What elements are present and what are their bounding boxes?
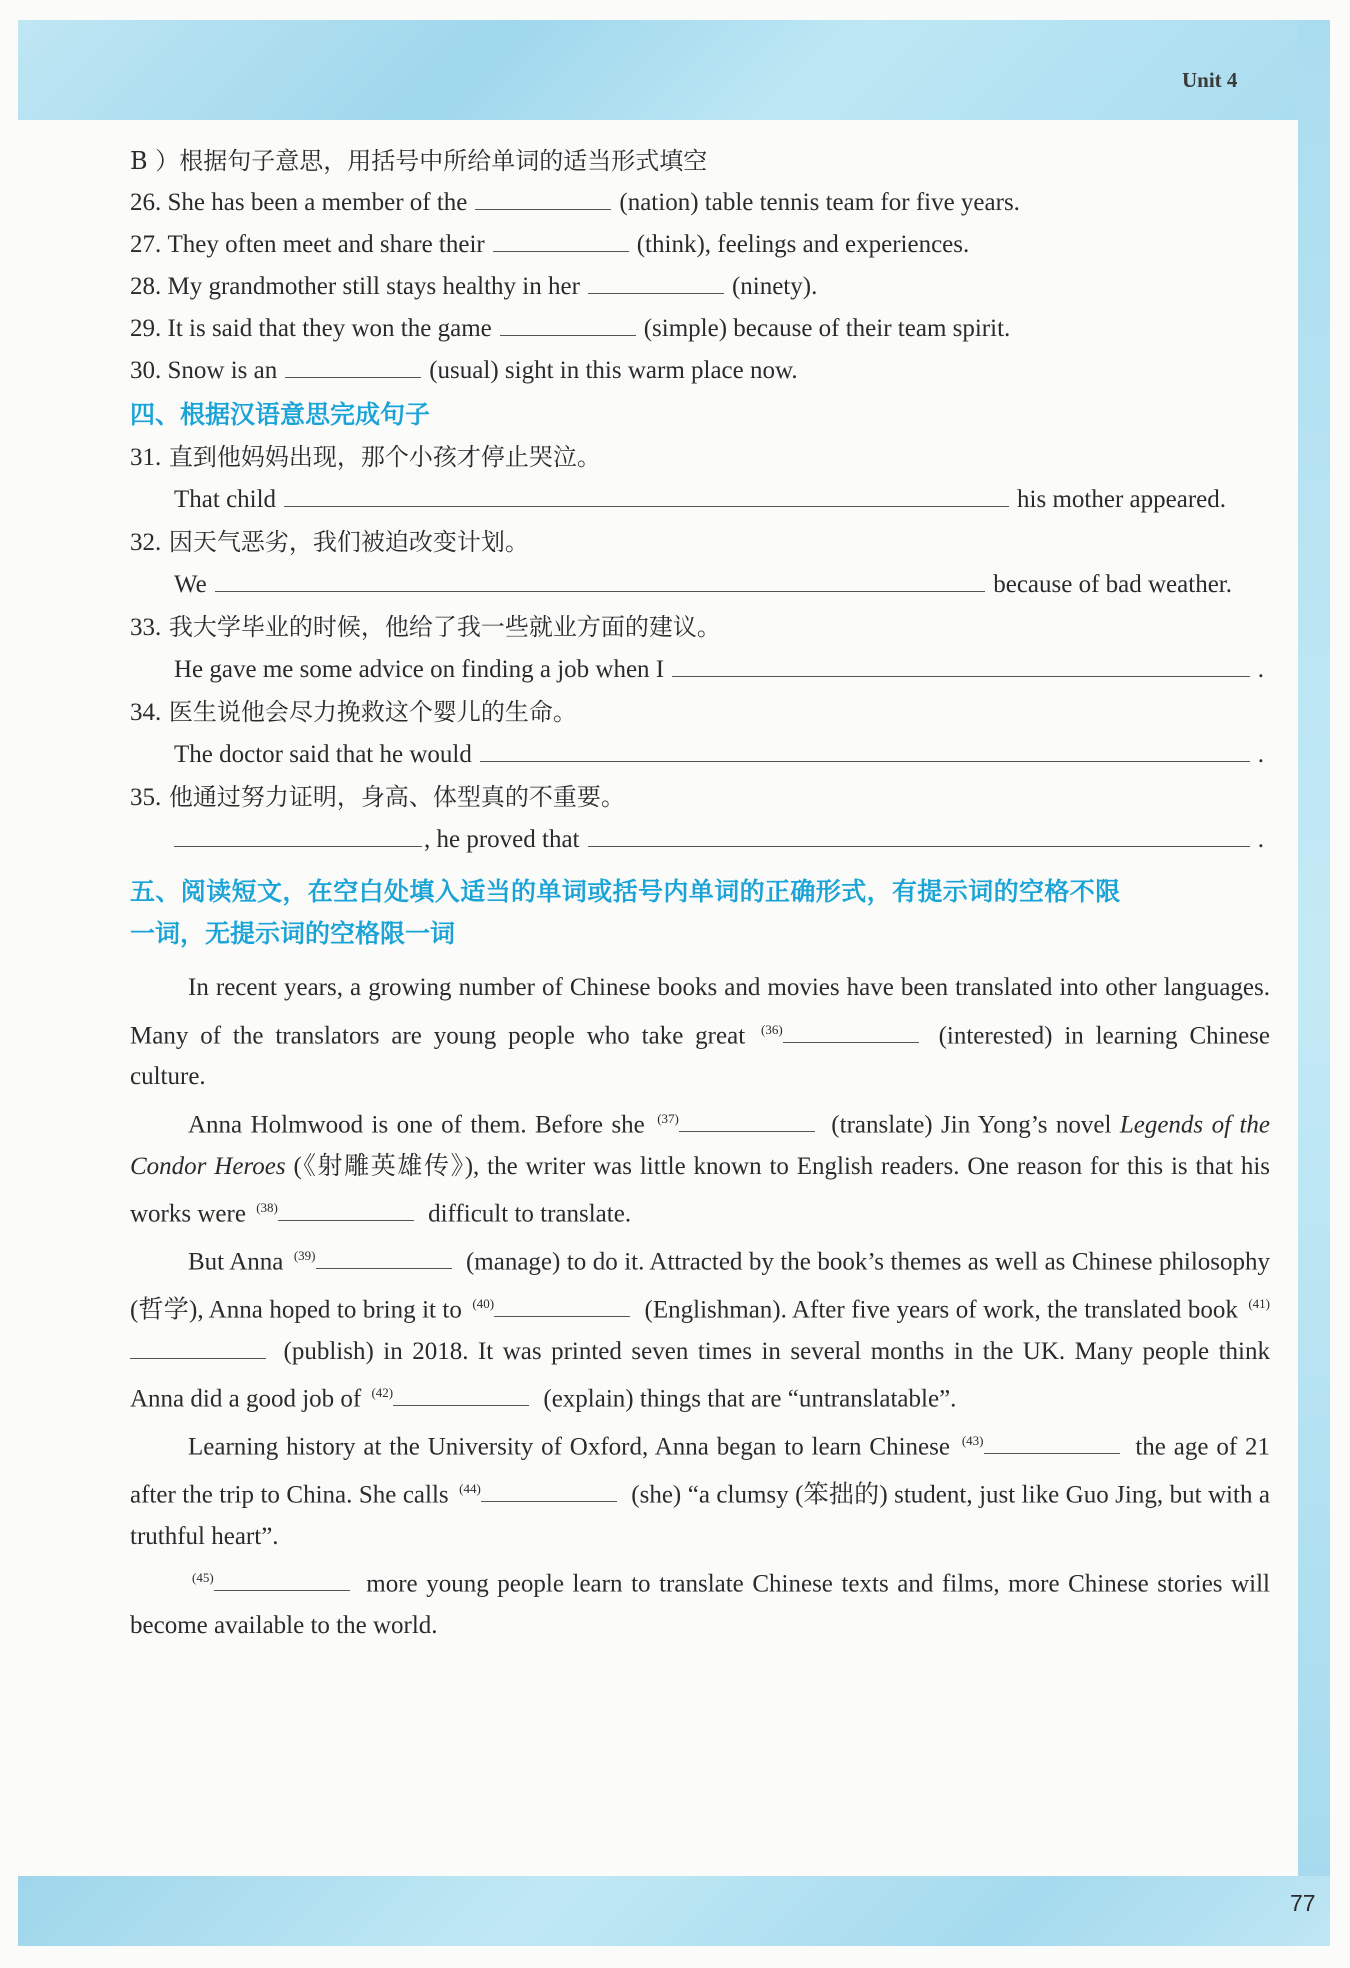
section-5-title-line2: 一词，无提示词的空格限一词 — [130, 919, 456, 948]
question-text: (usual) sight in this warm place now. — [429, 357, 798, 384]
question-text: (ninety). — [731, 273, 818, 300]
answer-blank[interactable] — [672, 676, 1250, 677]
passage-text: more young people learn to translate Chinese texts and films, more Chinese stories will become available to the world. — [130, 1570, 1271, 1639]
reading-passage — [130, 967, 1270, 1646]
passage-text: (interested) in learning Chinese culture. — [130, 1021, 1270, 1091]
section-b-title: B ）根据句子意思，用括号中所给单词的适当形式填空 — [130, 147, 708, 175]
passage-text: In recent years, a growing number of Chinese books and movies have been translated into other languages. Many of the translators are young people who take great — [130, 974, 1270, 1049]
question-text: (simple) because of their team spirit. — [643, 315, 1011, 342]
answer-tail: . — [1257, 826, 1264, 853]
section-5-title-line1: 五、阅读短文，在空白处填入适当的单词或括号内单词的正确形式，有提示词的空格不限 — [130, 877, 1121, 906]
question-number: 32. — [130, 529, 162, 556]
answer-blank-36[interactable] — [783, 1042, 919, 1043]
footer-band — [18, 1876, 1330, 1946]
answer-lead: The doctor said that he would — [174, 741, 472, 768]
question-35-answer — [130, 819, 1270, 861]
blank-marker-45: (45) — [192, 1570, 214, 1586]
answer-lead: That child — [174, 486, 277, 513]
passage-text: (explain) things that are “untranslatable”. — [543, 1385, 957, 1413]
passage-paragraph-1 — [130, 967, 1270, 1098]
question-31-answer — [130, 479, 1270, 521]
passage-paragraph-3 — [130, 1235, 1270, 1420]
question-31-prompt — [130, 436, 1270, 479]
chinese-prompt: 医生说他会尽力挽救这个婴儿的生命。 — [168, 698, 577, 726]
blank-marker-36: (36) — [761, 1021, 783, 1037]
question-33-prompt — [130, 606, 1270, 649]
blank-marker-41: (41) — [1248, 1295, 1271, 1311]
question-number: 29. — [130, 315, 162, 342]
answer-tail: because of bad weather. — [993, 571, 1232, 598]
blank-marker-39: (39) — [293, 1247, 316, 1263]
worksheet-content — [130, 140, 1270, 1646]
question-number: 27. — [130, 231, 162, 258]
passage-text: (translate) Jin Yong’s novel — [831, 1111, 1112, 1139]
passage-text: (she) “a clumsy (笨拙的) student, just like Guo Jing, but with a truthful heart”. — [130, 1481, 1271, 1550]
blank-marker-42: (42) — [371, 1385, 394, 1401]
question-text: Snow is an — [167, 357, 278, 384]
answer-tail: . — [1257, 656, 1264, 683]
answer-blank[interactable] — [493, 251, 629, 252]
answer-blank-38[interactable] — [278, 1220, 414, 1221]
answer-blank[interactable] — [588, 293, 724, 294]
passage-text: Learning history at the University of Oxford, Anna began to learn Chinese — [188, 1433, 950, 1461]
unit-label: Unit 4 — [1182, 68, 1238, 92]
question-text: It is said that they won the game — [167, 315, 492, 342]
blank-marker-43: (43) — [961, 1432, 984, 1448]
passage-text: But Anna — [188, 1248, 284, 1276]
passage-paragraph-5 — [130, 1557, 1270, 1646]
blank-marker-37: (37) — [657, 1110, 679, 1126]
question-number: 30. — [130, 357, 162, 384]
answer-lead: He gave me some advice on finding a job when I — [174, 656, 665, 683]
answer-blank-37[interactable] — [679, 1131, 815, 1132]
passage-text: the age of 21 after the trip to China. She calls — [130, 1433, 1270, 1509]
answer-blank-40[interactable] — [494, 1316, 630, 1317]
question-number: 28. — [130, 273, 162, 300]
answer-blank-start[interactable] — [174, 846, 422, 847]
question-30 — [130, 350, 1270, 392]
answer-blank-41[interactable] — [130, 1358, 266, 1359]
question-number: 34. — [130, 699, 162, 726]
answer-tail: . — [1257, 741, 1264, 768]
answer-blank[interactable] — [480, 761, 1250, 762]
question-28 — [130, 266, 1270, 308]
chinese-prompt: 直到他妈妈出现，那个小孩才停止哭泣。 — [168, 443, 601, 471]
question-text: My grandmother still stays healthy in her — [167, 273, 580, 300]
answer-blank[interactable] — [284, 506, 1009, 507]
question-32-answer — [130, 564, 1270, 606]
chinese-prompt: 因天气恶劣，我们被迫改变计划。 — [168, 528, 529, 556]
passage-text: (publish) in 2018. It was printed seven times in several months in the UK. Many people think Anna did a good job of — [130, 1337, 1270, 1413]
question-number: 35. — [130, 784, 162, 811]
answer-tail: his mother appeared. — [1017, 486, 1226, 513]
question-text: She has been a member of the — [167, 189, 468, 216]
blank-marker-44: (44) — [459, 1480, 481, 1496]
question-35-prompt — [130, 776, 1270, 819]
answer-blank-43[interactable] — [984, 1453, 1120, 1454]
answer-lead: We — [174, 571, 207, 598]
answer-blank-42[interactable] — [393, 1405, 529, 1406]
question-text: (nation) table tennis team for five years. — [619, 189, 1020, 216]
passage-paragraph-2 — [130, 1098, 1270, 1235]
question-number: 33. — [130, 614, 162, 641]
passage-text: (manage) to do it. Attracted by the book’s themes as well as Chinese philosophy (哲学), Anna hoped to bring it to — [130, 1248, 1270, 1324]
blank-marker-38: (38) — [256, 1200, 278, 1216]
blank-marker-40: (40) — [472, 1295, 495, 1311]
answer-blank-39[interactable] — [316, 1268, 452, 1269]
question-27 — [130, 224, 1270, 266]
page-number: 77 — [1290, 1890, 1316, 1916]
question-number: 26. — [130, 189, 162, 216]
chinese-prompt: 我大学毕业的时候，他给了我一些就业方面的建议。 — [168, 613, 721, 641]
side-band — [1298, 20, 1330, 1900]
header-band — [18, 20, 1330, 128]
passage-text: Anna Holmwood is one of them. Before she — [188, 1111, 645, 1139]
passage-text: difficult to translate. — [428, 1200, 632, 1228]
question-33-answer — [130, 649, 1270, 691]
answer-blank[interactable] — [475, 209, 611, 210]
answer-blank[interactable] — [500, 335, 636, 336]
passage-text: (Englishman). After five years of work, the translated book — [644, 1296, 1238, 1324]
section-4-title: 四、根据汉语意思完成句子 — [130, 400, 431, 429]
passage-text: (《射雕英雄传》), the writer was little known to English readers. One reason for this is that his works were — [130, 1152, 1271, 1228]
question-text: They often meet and share their — [167, 231, 485, 258]
answer-blank[interactable] — [215, 591, 986, 592]
passage-paragraph-4 — [130, 1420, 1270, 1557]
question-32-prompt — [130, 521, 1270, 564]
question-text: (think), feelings and experiences. — [636, 231, 970, 258]
question-34-prompt — [130, 691, 1270, 734]
question-34-answer — [130, 734, 1270, 776]
answer-middle: , he proved that — [424, 826, 580, 853]
answer-blank[interactable] — [285, 377, 421, 378]
answer-blank[interactable] — [588, 846, 1250, 847]
answer-blank-44[interactable] — [481, 1501, 617, 1502]
chinese-prompt: 他通过努力证明，身高、体型真的不重要。 — [168, 783, 625, 811]
question-29 — [130, 308, 1270, 350]
book-title: Legends of the Condor Heroes — [130, 1111, 1270, 1180]
question-26 — [130, 182, 1270, 224]
question-number: 31. — [130, 444, 162, 471]
answer-blank-45[interactable] — [214, 1590, 350, 1591]
